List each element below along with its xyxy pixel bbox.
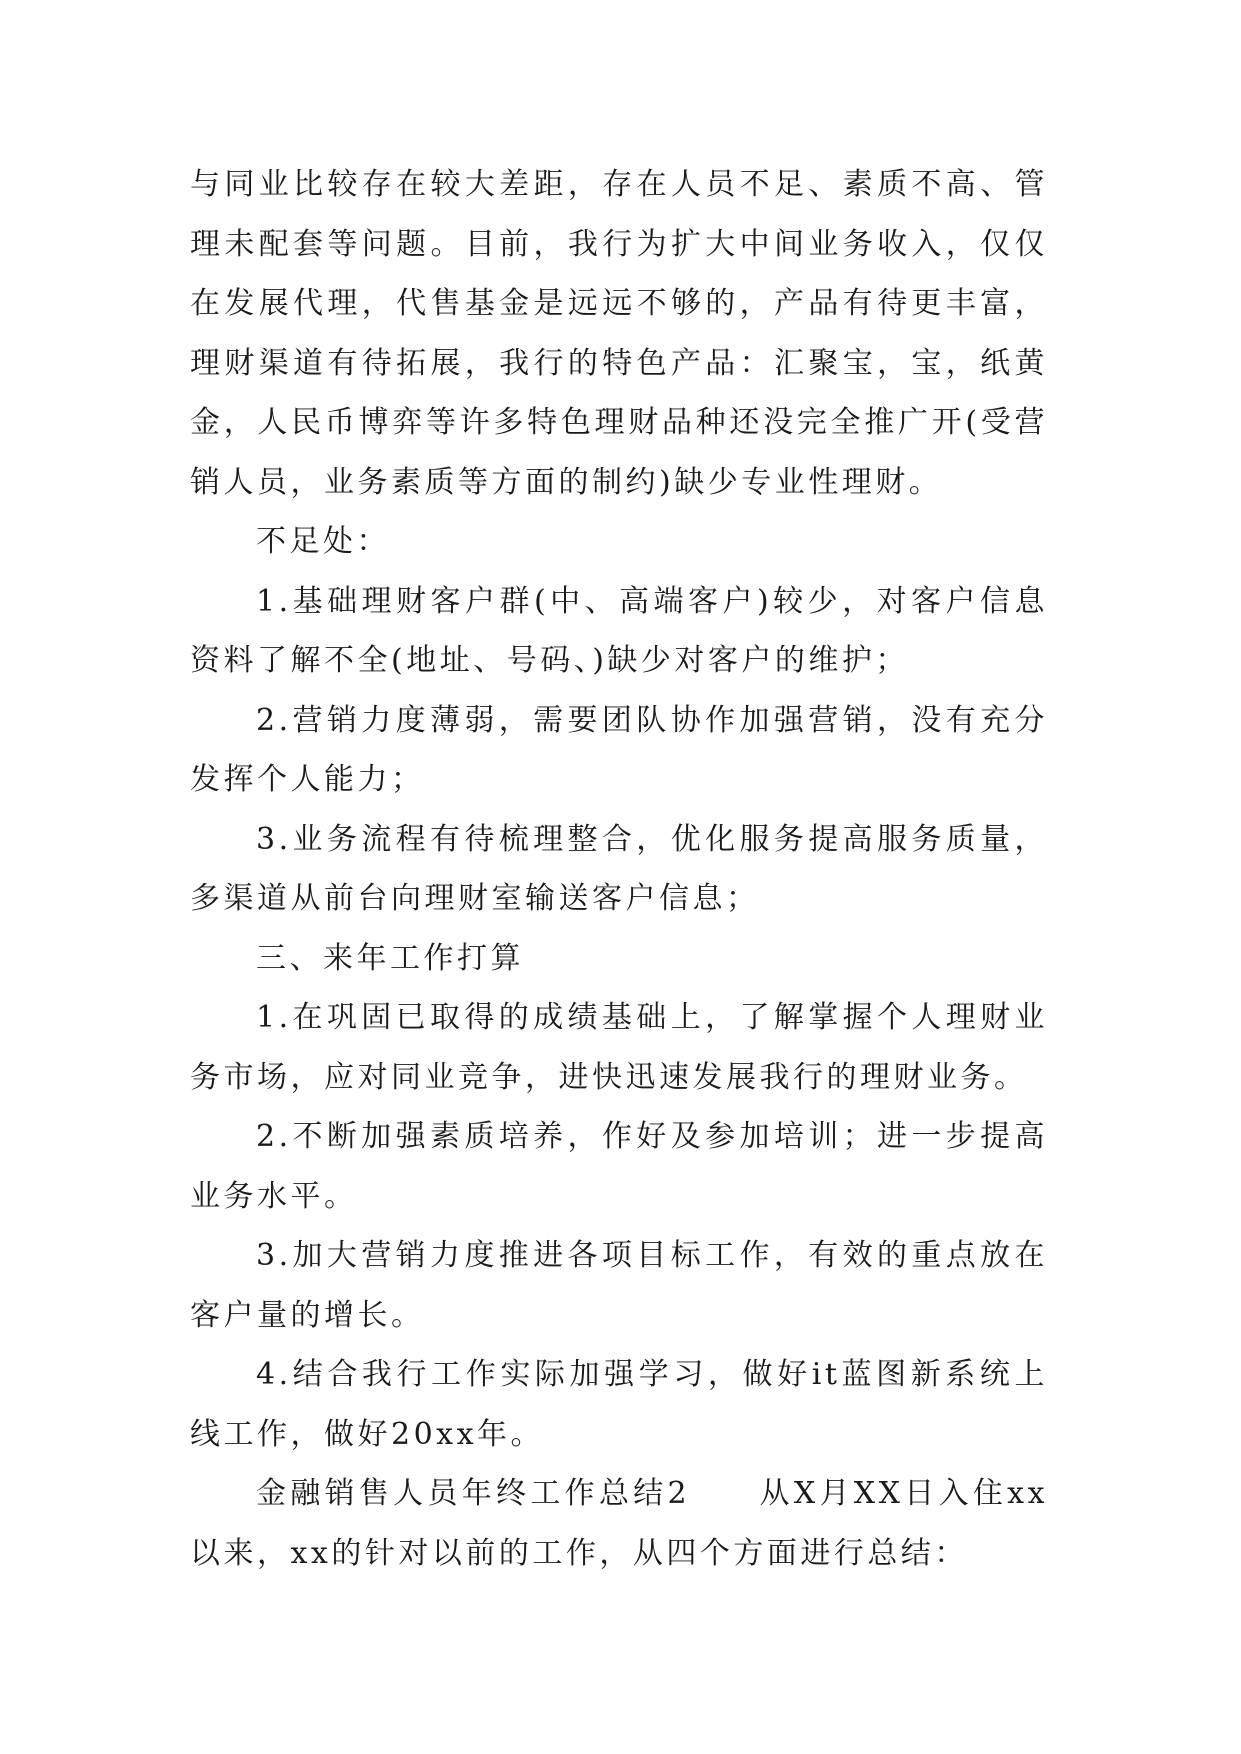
paragraph-plan-4: 4.结合我行工作实际加强学习，做好it蓝图新系统上线工作，做好20xx年。 xyxy=(190,1357,1048,1452)
paragraph-plan-1: 1.在巩固已取得的成绩基础上，了解掌握个人理财业务市场，应对同业竞争，进快迅速发展我行的理财业务。 xyxy=(190,1000,1048,1095)
paragraph-shortcoming-3: 3.业务流程有待梳理整合，优化服务提高服务质量，多渠道从前台向理财室输送客户信息； xyxy=(190,821,1048,916)
paragraph-continuation: 与同业比较存在较大差距，存在人员不足、素质不高、管理未配套等问题。目前，我行为扩大中间业务收入，仅仅在发展代理，代售基金是远远不够的，产品有待更丰富，理财渠道有待拓展，我行的特色产品：汇聚宝，宝，纸黄金，人民币博弈等许多特色理财品种还没完全推广开(受营销人员，业务素质等方面的制约)缺少专业性理财。 xyxy=(190,167,1048,500)
paragraph-plan-3: 3.加大营销力度推进各项目标工作，有效的重点放在客户量的增长。 xyxy=(190,1238,1048,1333)
section-heading-next-year-plan: 三、来年工作打算 xyxy=(256,940,524,976)
paragraph-shortcoming-1: 1.基础理财客户群(中、高端客户)较少，对客户信息资料了解不全(地址、号码、)缺少对客户的维护； xyxy=(190,583,1048,678)
paragraph-shortcomings-heading: 不足处： xyxy=(256,524,390,559)
document-body xyxy=(190,155,1048,1583)
paragraph-summary-2-intro: 金融销售人员年终工作总结2 从X月XX日入住xx以来，xx的针对以前的工作，从四个方面进行总结： xyxy=(190,1476,1048,1571)
paragraph-plan-2: 2.不断加强素质培养，作好及参加培训；进一步提高业务水平。 xyxy=(190,1119,1048,1214)
paragraph-shortcoming-2: 2.营销力度薄弱，需要团队协作加强营销，没有充分发挥个人能力； xyxy=(190,702,1048,797)
